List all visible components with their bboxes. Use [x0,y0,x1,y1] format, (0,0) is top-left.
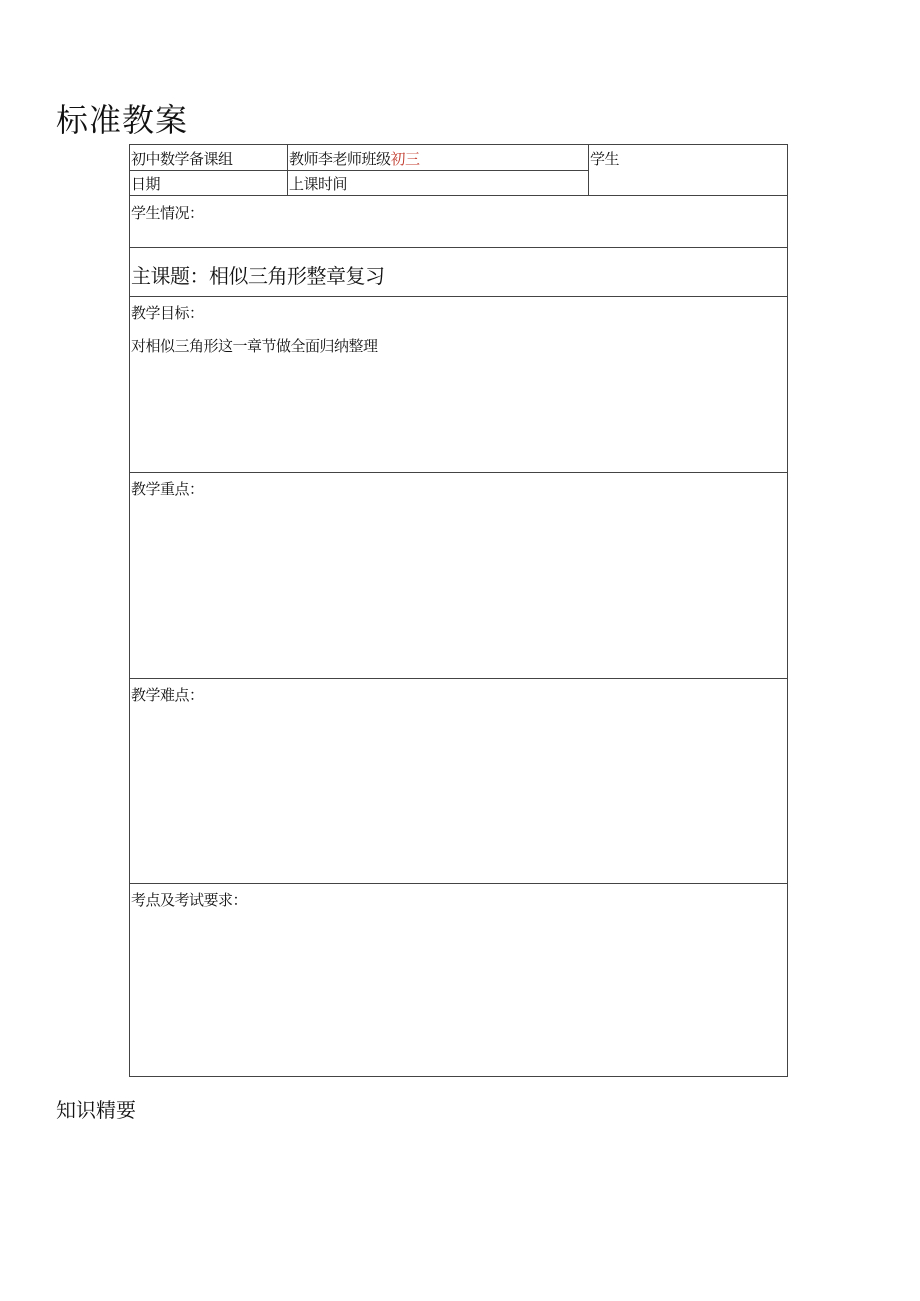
date-cell: 日期 [131,175,161,193]
objectives-label: 教学目标： [131,304,204,322]
teacher-class-cell [288,145,588,170]
exam-requirements-label: 考点及考试要求： [131,891,248,909]
row-divider [130,195,787,196]
student-situation-label: 学生情况： [131,204,204,222]
row-divider [130,472,787,473]
knowledge-summary-heading: 知识精要 [56,1098,136,1122]
header-divider [588,145,589,195]
row-divider [130,296,787,297]
objectives-content: 对相似三角形这一章节做全面归纳整理 [131,337,378,355]
header-row-divider [130,170,588,171]
row-divider [130,883,787,884]
row-divider [130,678,787,679]
key-points-label: 教学重点： [131,480,204,498]
class-time-cell: 上课时间 [289,175,348,193]
main-topic: 主课题：相似三角形整章复习 [131,264,385,288]
class-value: 初三 [390,150,420,168]
difficulties-label: 教学难点： [131,686,204,704]
document-title: 标准教案 [56,101,189,139]
teacher-class-label: 教师李老师班级 [289,150,391,168]
row-divider [130,247,787,248]
prep-group-cell: 初中数学备课组 [131,150,233,168]
student-cell: 学生 [590,150,620,168]
lesson-plan-table [129,144,788,1077]
